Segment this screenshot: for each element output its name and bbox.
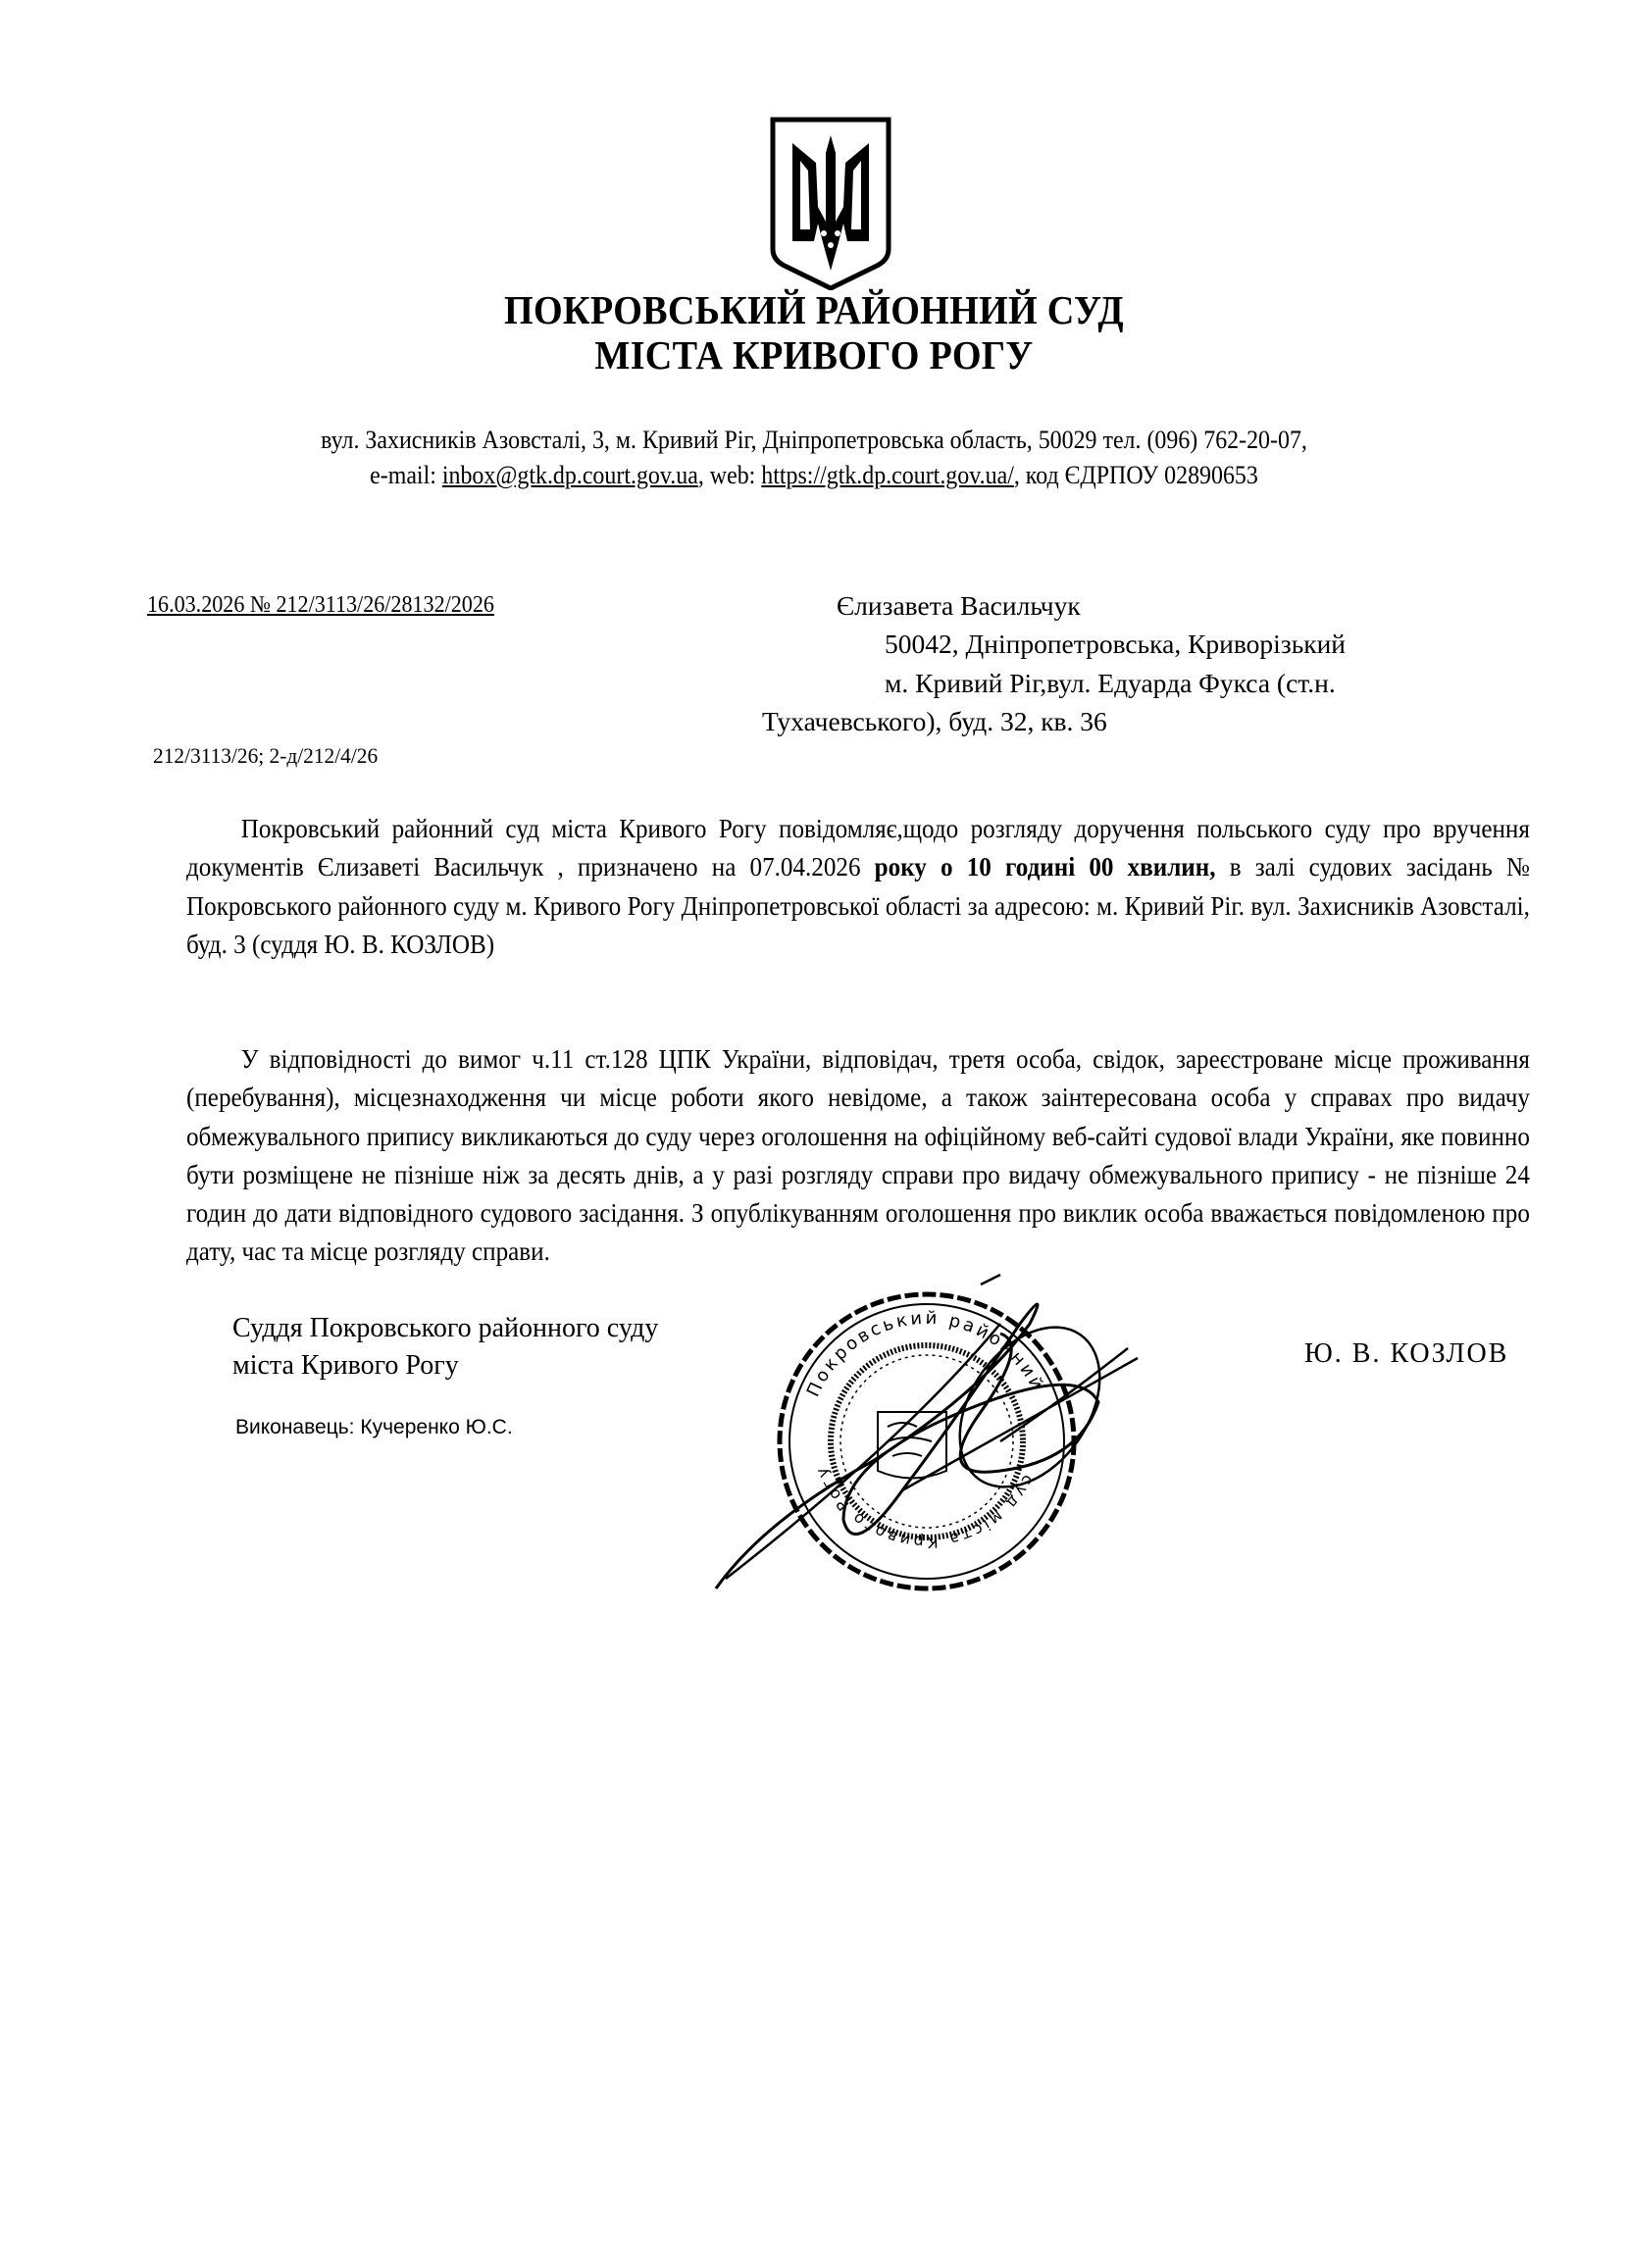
- web-label: , web:: [697, 461, 762, 489]
- recipient-address-line1: 50042, Дніпропетровська, Криворізький: [885, 629, 1347, 659]
- court-seal-and-signature-icon: [706, 1265, 1147, 1603]
- coat-of-arms-icon: [767, 114, 894, 290]
- signer-title-line1: Суддя Покровського районного суду: [232, 1313, 659, 1343]
- web-link[interactable]: https://gtk.dp.court.gov.ua/: [761, 461, 1014, 489]
- judge-name: Ю. В. КОЗЛОВ: [1304, 1338, 1509, 1369]
- court-name-line2: МІСТА КРИВОГО РОГУ: [594, 332, 1034, 378]
- court-address: вул. Захисників Азовсталі, 3, м. Кривий Ріг, Дніпропетровська область, 50029 тел. (096) 762-20-07,: [321, 426, 1307, 454]
- email-label: e-mail:: [370, 461, 442, 489]
- court-name-line1: ПОКРОВСЬКИЙ РАЙОННИЙ СУД: [504, 287, 1124, 332]
- case-numbers: 212/3113/26; 2-д/212/4/26: [153, 743, 379, 768]
- svg-text:Покровський районний: Покровський районний: [802, 1307, 1048, 1400]
- hearing-time: року о 10 годині 00 хвилин,: [874, 852, 1216, 882]
- executor: Виконавець: Кучеренко Ю.С.: [235, 1416, 513, 1438]
- signer-title-line2: міста Кривого Рогу: [232, 1350, 459, 1381]
- court-contacts: [65, 457, 1562, 494]
- email-link[interactable]: inbox@gtk.dp.court.gov.ua: [441, 461, 698, 489]
- svg-text:суд міста Кривого Рогу: суд міста Кривого Рогу: [810, 1462, 1039, 1552]
- recipient-name: Єлизавета Васильчук: [837, 590, 1081, 621]
- recipient-address-line3: Тухачевського), буд. 32, кв. 36: [762, 706, 1107, 736]
- outgoing-registration-number: 16.03.2026 № 212/3113/26/28132/2026: [147, 592, 494, 618]
- notice-text-a: Покровський районний суд міста Кривого Рогу повідомляє,щодо розгляду доручення польського суду про вручення документів Єлизаветі Васильчук , призначено на 07.04.2026: [186, 814, 1530, 882]
- notice-paragraph: [186, 810, 1530, 964]
- legal-basis-paragraph: У відповідності до вимог ч.11 ст.128 ЦПК України, відповідач, третя особа, свідок, зареєстроване місце проживання (перебування), місцезнаходження чи місце роботи якого невідоме, а також заінтересована особа у справах про видачу обмежувального припису викликаються до суду через оголошення на офіційному веб-сайті судової влади України, яке повинно бути розміщене не пізніше ніж за десять днів, а у разі розгляду справи про видачу обмежувального припису - не пізніше 24 годин до дати відповідного судового засідання. З опублікуванням оголошення про виклик особа вважається повідомленою про дату, час та місце розгляду справи.: [186, 1044, 1530, 1267]
- recipient-address-line2: м. Кривий Ріг,вул. Едуарда Фукса (ст.н.: [885, 668, 1336, 698]
- edrpou-code: , код ЄДРПОУ 02890653: [1013, 461, 1258, 489]
- notice-text-b: в залі судових засідань № Покровського районного суду м. Кривого Рогу Дніпропетровської області за адресою: м. Кривий Ріг. вул. Захисників Азовсталі, буд. 3 (суддя Ю. В. КОЗЛОВ): [186, 852, 1530, 959]
